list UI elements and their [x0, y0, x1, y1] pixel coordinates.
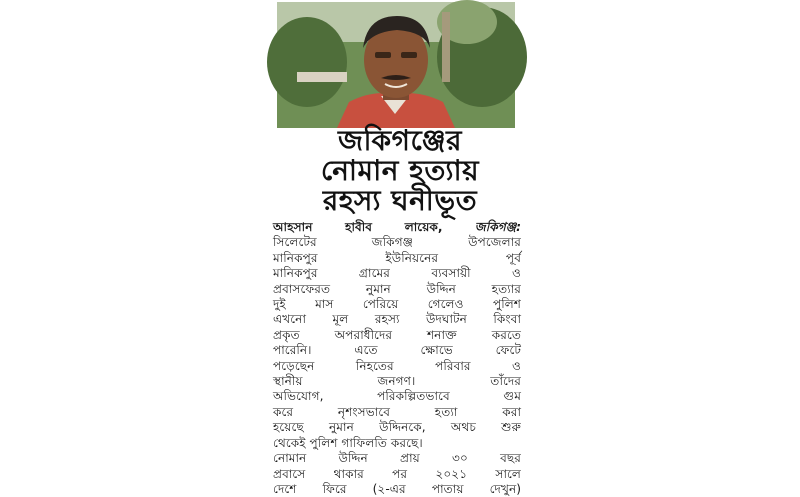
article-line: মানিকপুর ইউনিয়নের পূর্ব [273, 250, 521, 265]
article-line: প্রকৃত অপরাধীদের শনাক্ত করতে [273, 327, 521, 342]
byline-row [273, 220, 521, 235]
article-line: সিলেটের জকিগঞ্জ উপজেলার [273, 235, 521, 250]
byline-place: জকিগঞ্জ: [474, 220, 521, 234]
article-line: প্রবাসফেরত নুমান উদ্দিন হত্যার [273, 281, 521, 296]
article-line: মানিকপুর গ্রামের ব্যবসায়ী ও [273, 266, 521, 281]
article-line: থেকেই পুলিশ গাফিলতি করছে। [273, 435, 423, 450]
article-line: প্রবাসে থাকার পর ২০২১ সালে [273, 466, 521, 481]
headline-line: রহস্য ঘনীভূত [322, 184, 478, 217]
portrait-photo-icon [277, 2, 515, 128]
continuation-line: দেশে ফিরে (২-এর পাতায় দেখুন) [273, 481, 521, 496]
article-line: পড়েছেন নিহতের পরিবার ও [273, 358, 521, 373]
article-line: দুই মাস পেরিয়ে গেলেও পুলিশ [273, 297, 521, 312]
article-line: স্থানীয় জনগণ। তাঁদের [273, 374, 521, 389]
article-line: করে নৃশংসভাবে হত্যা করা [273, 404, 521, 419]
portrait-photo [277, 2, 515, 128]
article-line: নোমান উদ্দিন প্রায় ৩০ বছর [273, 451, 521, 466]
article-line: এখনো মূল রহস্য উদঘাটন কিংবা [273, 312, 521, 327]
article-line: পারেনি। এতে ক্ষোভে ফেটে [273, 343, 521, 358]
headline-line: জকিগঞ্জের [337, 124, 463, 157]
byline-author: আহসান হাবীব লায়েক, [273, 220, 443, 234]
headline-line: নোমান হত্যায় [320, 154, 480, 187]
headline [262, 126, 538, 216]
article-line: হয়েছে নুমান উদ্দিনকে, অথচ শুরু [273, 420, 521, 435]
article-body [273, 220, 521, 497]
article-line: অভিযোগ, পরিকল্পিতভাবে গুম [273, 389, 521, 404]
